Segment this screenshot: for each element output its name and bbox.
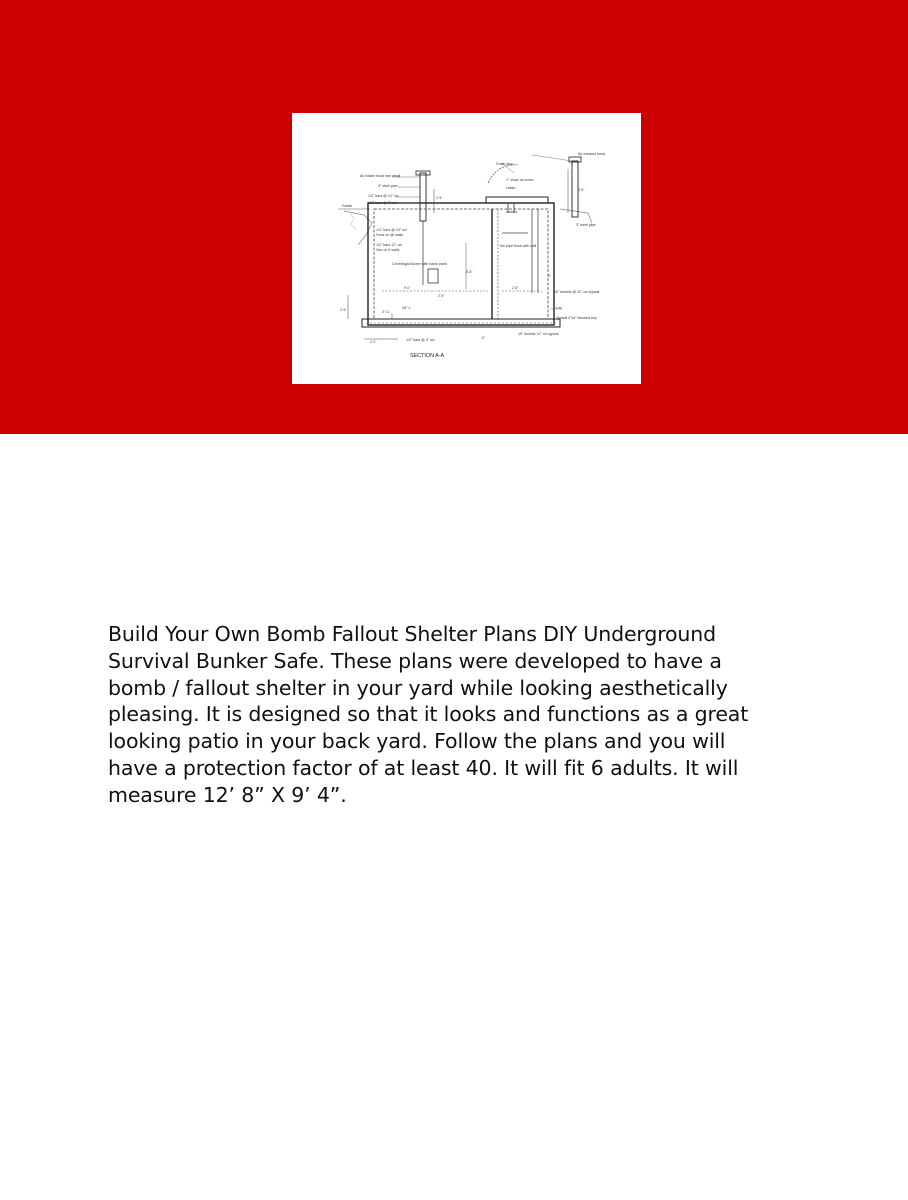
plan-dimension: 6": [482, 336, 485, 340]
section-caption: SECTION A-A: [410, 353, 445, 359]
plan-label: Horiz on @ walls: [376, 233, 404, 237]
plan-dimension: 2'-0": [370, 340, 377, 344]
plan-label: 10" dowels @ 12" o/c typical: [554, 290, 600, 294]
plan-dimension: 2'-9": [438, 294, 445, 298]
plan-label: 1/2" bars @ 10" o/c: [376, 228, 407, 232]
description-line: measure 12’ 8” X 9’ 4”.: [108, 782, 347, 807]
plan-label: Lap: [556, 306, 562, 310]
description-line: bomb / fallout shelter in your yard while looking aesthetically: [108, 675, 728, 700]
plan-label: 1/2" bars 12" o/c: [376, 243, 403, 247]
plan-label: Ladder: [506, 210, 518, 214]
plan-dimension: 2'-6": [340, 308, 347, 312]
description-paragraph: [108, 621, 813, 809]
plan-label: Hatch: [506, 186, 516, 190]
plan-label: 3" steel pipe: [576, 223, 596, 227]
plan-dimension: 3" CL: [382, 310, 390, 314]
shelter-section-drawing: [292, 113, 641, 384]
plan-label: Vert on 5 walls: [376, 248, 400, 252]
plan-label: Centrifugal blower with hand crank: [392, 262, 448, 266]
plan-label: 1/2" bars @ 4" o/c: [406, 338, 435, 342]
plan-label: Sm pipe flush with wall: [500, 244, 537, 248]
plan-label: Air intake hood see detail: [360, 174, 401, 178]
description-line: Survival Bunker Safe. These plans were developed to have a: [108, 648, 722, 673]
plan-dimension: 8'-8": [466, 270, 473, 274]
section-drawing-svg: [292, 113, 641, 384]
plan-dimension: 2'-5": [436, 196, 443, 200]
description-line: looking patio in your back yard. Follow the plans and you will: [108, 729, 726, 754]
plan-label: Air exhaust hood: [578, 152, 605, 156]
plan-dimension: 9'-0": [404, 286, 411, 290]
plan-dimension: 2'-8": [512, 286, 519, 290]
plan-label: 1/2" bars @ 6" o/c: [368, 201, 397, 205]
plan-label: 3" steel pipe: [378, 184, 398, 188]
plan-dimension: 4": [548, 274, 551, 278]
description-line: have a protection factor of at least 40. It will fit 6 adults. It will: [108, 755, 739, 780]
plan-dimension: 2'-6": [578, 188, 585, 192]
plan-label: 10" dowels 12" o/c typical: [518, 332, 559, 336]
plan-label: 1" slope on cover: [506, 178, 534, 182]
plan-label: Grade: [342, 204, 352, 208]
description-line: pleasing. It is designed so that it looks and functions as a great: [108, 702, 749, 727]
plan-label: 1/2" bars @ 12" o/c: [368, 194, 399, 198]
description-line: Build Your Own Bomb Fallout Shelter Plans DIY Underground: [108, 622, 716, 646]
plan-label: Chain stop: [496, 162, 514, 166]
plan-label: Typical 2"x4" beveled key: [556, 316, 597, 320]
plan-dimension: 3/4" C: [402, 306, 411, 310]
